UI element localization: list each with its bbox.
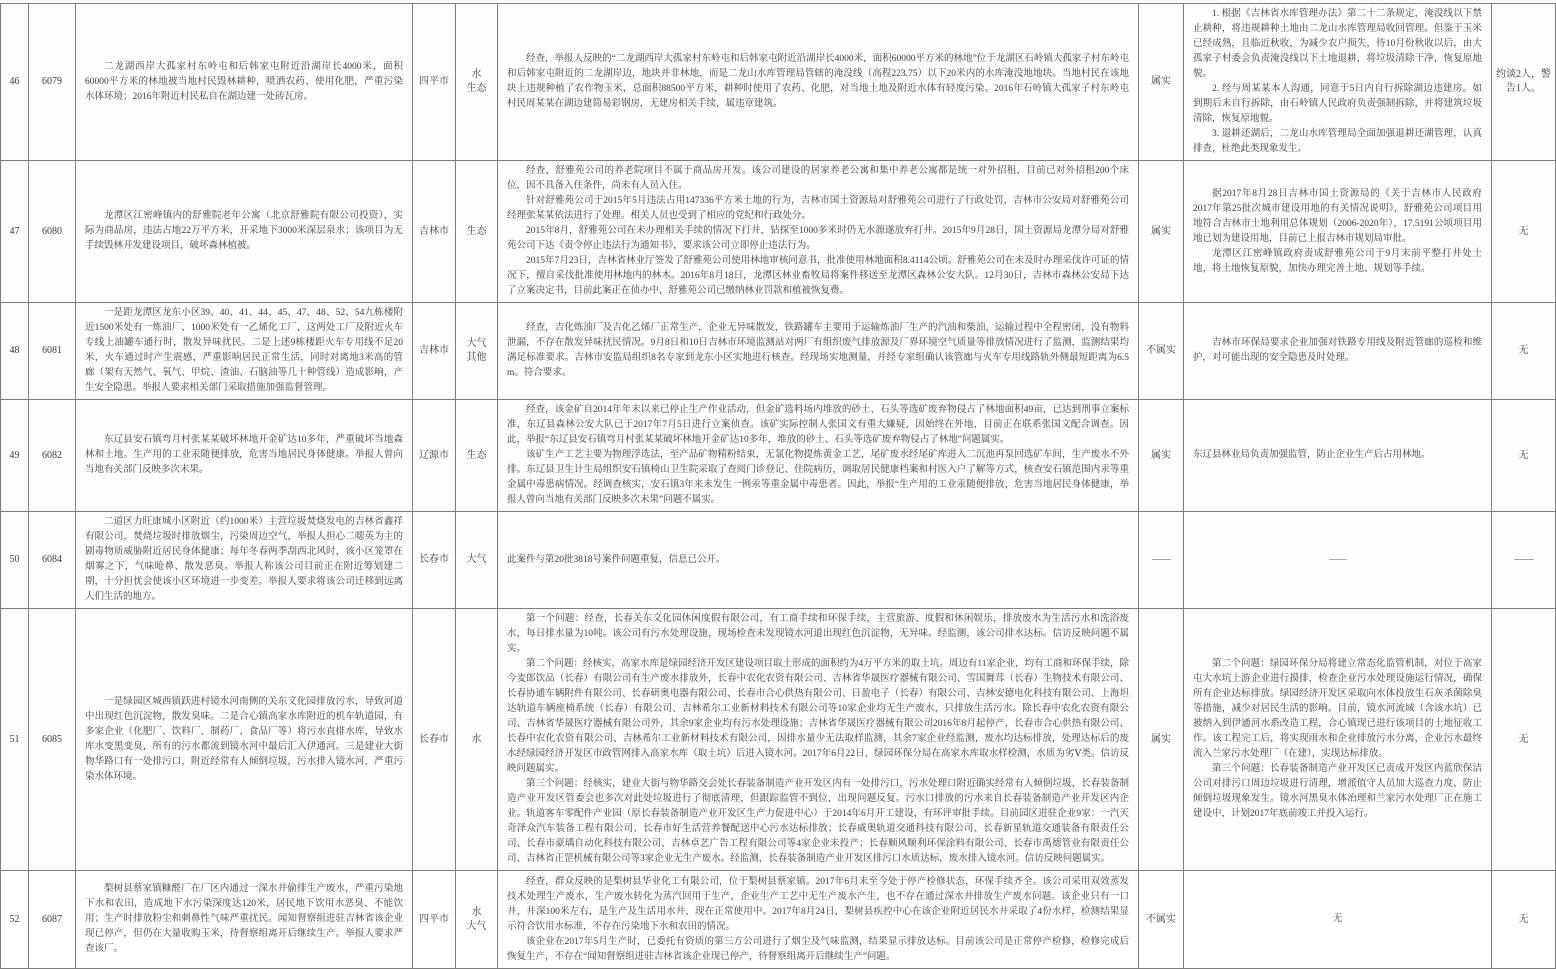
complaint-text: 二道区力旺康城小区附近（约1000米）主营垃圾焚烧发电的吉林省鑫祥有限公司，焚烧垃圾时排放烟尘，污染周边空气，举报人担心二噁英为主的剧毒物质威胁附近居民身体健康；每年冬春两季刮西北风时，该小区笼罩在烟雾之下，气味呛鼻、散发恶臭。举报人称该公司目前正在附近筹划建二期，十分担忧会使该小区环境进一步变差。举报人要求将该公司迁移到远离人们生活的地方。 xyxy=(85,517,403,602)
case-number-cell: 6087 xyxy=(29,871,76,969)
pollution-type-cell xyxy=(456,609,498,871)
pollution-type-cell xyxy=(456,512,498,609)
handling-text: 东辽县林业局负责加强监管，防止企业生产后占用林地。 xyxy=(1193,450,1431,460)
table-row xyxy=(1,4,1556,161)
complaint-text: 梨树县蔡家镇糠醛厂在厂区内通过一深水井偷排生产废水，严重污染地下水和农田，造成地下水污染深度达120米，居民地下饮用水恶臭、不能饮用；生产时排放粉尘和刺鼻性气味严重扰民。闻知督察组进驻吉林省该企业现已停产，但仍在大量收购玉米，待督察组离开后继续生产。举报人要求严查该厂。 xyxy=(85,884,403,954)
accountability-cell: 无 xyxy=(1492,609,1556,871)
type-line: 大气 xyxy=(466,338,487,349)
complaint-text: 龙潭区江密峰镇内的舒雅院老年公寓（北京舒雅院有限公司投资），实际为商品房，违法占地22万平方米，开采地下3000米深层泉水；该项目为无手续毁林开发建设项目，破坏森林植被。 xyxy=(85,211,403,251)
table-row xyxy=(1,512,1556,609)
type-line: 大气 xyxy=(466,554,487,565)
pollution-type-cell xyxy=(456,161,498,303)
city-cell: 长春市 xyxy=(413,512,456,609)
type-line: 生态 xyxy=(466,449,487,461)
handling-text: 2. 经与周某某本人沟通，同意于5日内自行拆除湖边违建房。如到期后未自行拆除，由石岭镇人民政府负责强制拆除，并将建筑垃圾清除，恢复原地貌。 xyxy=(1193,84,1482,124)
seq-cell: 49 xyxy=(1,400,29,512)
verified-cell: 属实 xyxy=(1139,400,1184,512)
seq-cell: 50 xyxy=(1,512,29,609)
pollution-type-cell xyxy=(456,4,498,161)
case-number-cell: 6081 xyxy=(29,303,76,400)
pollution-type-cell xyxy=(456,871,498,969)
type-line: 水 xyxy=(471,69,482,80)
handling-cell xyxy=(1184,871,1492,969)
accountability-cell: —— xyxy=(1492,512,1556,609)
seq-cell: 48 xyxy=(1,303,29,400)
complaint-cell xyxy=(76,4,413,161)
table-row xyxy=(1,303,1556,400)
investigation-text: 2015年8月，舒雅苑公司在未办理相关手续的情况下打井，钻探至1000多米时仍无水源遂放弃打井。2015年9月28日，国土资源局龙潭分局对舒雅苑公司下达《责令停止违法行为通知书》，要求该公司立即停止违法行为。 xyxy=(507,226,1129,251)
city-cell: 吉林市 xyxy=(413,303,456,400)
investigation-cell xyxy=(498,303,1139,400)
complaint-text: 一是距龙潭区龙东小区39、40、41、44、45、47、48、52、54九栋楼附近1500米处有一炼油厂、1000米处有一乙烯化工厂，这两处工厂及附近火车专线上油罐车通行时，散发异味扰民。二是上述9栋楼距火车专用线不足20米，火车通过时产生震感，严重影响居民正常生活，同时对离地3米高的管廊（架有天然气、氧气、甲烷、渣油、石脑油等几十种管线）造成影响，产生安全隐患。举报人要求相关部门采取措施加强监督管理。 xyxy=(85,308,403,393)
investigation-text: 经查，该金矿自2014年年末以来已停止生产作业活动，但金矿选料场内堆放的砂土、石头等选矿废弃物侵占了林地面积49亩，已达到刑事立案标准，东辽县森林公安大队已于2017年7月5日进行立案侦查。该矿实际控制人张国文有重大嫌疑，因始终在外地，目前正在联系张国文配合调查。因此，举报“东辽县安石镇弯月村张某某破坏林地开金矿达10多年，堆放的砂土、石头等选矿废弃物侵占了林地”问题属实。 xyxy=(507,405,1129,445)
city-cell: 吉林市 xyxy=(413,161,456,303)
handling-text: 第二个问题：绿园环保分局将建立常态化监管机制，对位于高家屯大水坑上游企业进行摸排，检查企业污水处理设施运行情况，确保所有企业达标排放。绿园经济开发区采取向水体投放生石灰杀菌除臭等措施，减少对居民生活的影响。目前，镜水河流域（含该水坑）已被纳入到伊通河水系改造工程，合心镇现已进行该项目的土地征收工作。该工程完工后，将实现雨水和企业排放污水分离，企业污水最终流入兰家污水处理厂（在建），实现达标排放。 xyxy=(1193,659,1482,759)
seq-cell: 51 xyxy=(1,609,29,871)
seq-cell: 47 xyxy=(1,161,29,303)
city-cell: 辽源市 xyxy=(413,400,456,512)
complaint-cell xyxy=(76,871,413,969)
investigation-text: 此案件与第20批3818号案件问题重复，信息已公开。 xyxy=(507,554,726,565)
case-number-cell: 6084 xyxy=(29,512,76,609)
pollution-type-cell xyxy=(456,400,498,512)
table-row xyxy=(1,609,1556,871)
type-line: 水 xyxy=(471,733,482,745)
complaint-cell xyxy=(76,303,413,400)
handling-text: 无 xyxy=(1332,914,1343,924)
type-line: 生态 xyxy=(466,83,487,94)
city-cell: 长春市 xyxy=(413,609,456,871)
handling-cell xyxy=(1184,512,1492,609)
verified-cell: 属实 xyxy=(1139,609,1184,871)
handling-cell xyxy=(1184,400,1492,512)
investigation-cell xyxy=(498,609,1139,871)
accountability-cell: 无 xyxy=(1492,303,1556,400)
seq-cell: 52 xyxy=(1,871,29,969)
investigation-cell xyxy=(498,4,1139,161)
handling-text: 据2017年8月28日吉林市国土资源局的《关于吉林市人民政府2017年第25批次城市建设用地的有关情况说明》，舒雅苑公司项目用地符合吉林市土地利用总体规划（2006-2020年），17.5191公顷项目用地已划为建设用地，目前已上报吉林市规划局审批。 xyxy=(1193,188,1482,244)
investigation-text: 经查，吉化炼油厂及吉化乙烯厂正常生产，企业无异味散发，铁路罐车主要用于运输炼油厂生产的汽油和柴油，运输过程中全程密闭，没有物料泄漏，不存在散发异味扰民情况。9月8日和10日吉林市环境监测站对两厂有组织废气排放源及厂界环境空气质量等排放情况进行了监测，监测结果均满足标准要求。吉林市安监局组织8名专家到龙东小区实地进行核查。经现场实地测量，并经专家组确认该管廊与火车专用线路轨外侧最短距离为6.5 m。符合要求。 xyxy=(507,323,1129,378)
investigation-text: 第二个问题：经核实，高家水库是绿园经济开发区建设项目取土形成的面积约为4万平方米的取土坑。周边有11家企业，均有工商和环保手续，除今麦郎饮品（长春）有限公司有生产废水排放外，长春中农化农资有限公司、吉林省华晟医疗器械有限公司、雪国舞茸（长春）生物技术有限公司、长春协通车辆附件有限公司、长春研奥电器有限公司、长春市合心供热有限公司、日盈电子（长春）有限公司、吉林安德电化科技有限公司、上海坦达轨道车辆座椅系统（长春）有限公司、吉林希尔工业新材料技术有限公司等10家企业均无生产废水，只排放生活污水。除长春中农化农资有限公司、吉林省华晟医疗器械有限公司外，其余9家企业均有污水处理设施；吉林省华晟医疗器械有限公司2016年8月起停产，长春市合心供热有限公司、长春中农化农资有限公司、吉林希尔工业新材料技术有限公司，因排水量少无法取样监测，其余7家企业经监测，废水均达标排放，处理达标后的废水经绿园经济开发区市政管网排入高家水库（取土坑）后进入镜水河。2017年6月22日，绿园环保分局在高家水库取水样检测，水质为劣Ⅴ类。信访反映问题属实。 xyxy=(507,659,1129,774)
investigation-text: 该企业在2017年5月生产时，已委托有资质的第三方公司进行了烟尘及气味监测，结果显示排放达标。目前该公司是正常停产检修，检修完成后恢复生产，不存在“闻知督察组进驻吉林省该企业现已停产，待督察组离开后继续生产”问题。 xyxy=(507,936,1129,962)
investigation-text: 第三个问题：经核实，建业大街与物华路交会处长春装备制造产业开发区内有一处排污口，污水处理口附近确实经常有人倾倒垃圾，长春装备制造产业开发区管委会也多次对此处垃圾进行了彻底清理，但跟踪监管不到位，出现问题反复。污水口排放的污水来自长春装备制造产业开发区内企业。轨道客车零配件产业园（原长春装备制造产业开发区生产力促进中心）于2014年6月开工建设，有环评审批手续。目前园区进驻企业9家：一汽天奇泽众汽车装备工程有限公司、长春市好生活营养餐配送中心污水达标排放；长春威奥轨道交通科技有限公司、长春新星轨道交通装备有限责任公司、长春市豪瑀自动化科技有限公司、吉林卓艺广告工程有限公司等4家企业未投产；长春顺风顺利环保涂料有限公司、长春市禹德管业有限责任公司、吉林省正罡机械有限公司等3家企业无生产废水。经监测，长春装备制造产业开发区排污口水质达标，废水排入镜水河。信访反映问题属实。 xyxy=(507,779,1129,864)
city-cell: 四平市 xyxy=(413,871,456,969)
type-line: 生态 xyxy=(466,225,487,237)
seq-cell: 46 xyxy=(1,4,29,161)
investigation-text: 2015年7月23日，吉林省林业厅签发了舒雅苑公司使用林地审核同意书，批准使用林地面积8.4114公顷。舒雅苑公司在未及时办理采伐许可证的情况下，擅自采伐批准使用林地内的林木。2016年8月18日，龙潭区林业畜牧局将案件移送至龙潭区森林公安大队。12月30日，吉林市森林公安局下达了立案决定书，目前此案正在侦办中，舒雅苑公司已缴纳林业罚款和植被恢复费。 xyxy=(507,256,1129,296)
case-number-cell: 6082 xyxy=(29,400,76,512)
type-line: 大气 xyxy=(466,920,487,932)
handling-text: 龙潭区江密峰镇政府责成舒雅苑公司于9月末前平整打井处土地，将土地恢复原貌，加快办理完善土地、规划等手续。 xyxy=(1193,248,1482,274)
case-number-cell: 6080 xyxy=(29,161,76,303)
complaint-cell xyxy=(76,609,413,871)
inspection-cases-table xyxy=(0,3,1556,969)
investigation-cell xyxy=(498,871,1139,969)
accountability-cell: 无 xyxy=(1492,161,1556,303)
verified-cell: 不属实 xyxy=(1139,303,1184,400)
type-line: 水 xyxy=(471,906,482,918)
verified-cell: 不属实 xyxy=(1139,871,1184,969)
handling-cell xyxy=(1184,161,1492,303)
investigation-text: 经查，举报人反映的“二龙湖西岸大孤家村东岭屯和后韩家屯附近沿湖岸长4000米，面积60000平方米的林地”位于龙湖区石岭镇大孤家子村东岭屯和后韩家屯附近的二龙湖岸边，地块并非林地，而是二龙山水库管理局管辖的淹没线（高程223.75）以下20米内的水库淹没地地块。当地村民在该地块上违规种植了农作物玉米，总面积88500平方米，耕种时使用了农药、化肥，对当地土地及附近水体有轻度污染。2016年石岭镇大孤家子村东岭屯村民周某某在湖边建简易彩钢房，无建房相关手续，属违章建筑。 xyxy=(507,54,1129,109)
verified-cell: 属实 xyxy=(1139,4,1184,161)
type-line: 其他 xyxy=(466,352,487,363)
complaint-cell xyxy=(76,512,413,609)
complaint-cell xyxy=(76,161,413,303)
verified-cell: 属实 xyxy=(1139,161,1184,303)
complaint-cell xyxy=(76,400,413,512)
pollution-type-cell xyxy=(456,303,498,400)
handling-cell xyxy=(1184,609,1492,871)
city-cell: 四平市 xyxy=(413,4,456,161)
handling-text: —— xyxy=(1329,554,1346,565)
case-number-cell: 6079 xyxy=(29,4,76,161)
complaint-text: 东辽县安石镇弯月村张某某破坏林地开金矿达10多年，严重破坏当地森林和土地。生产用的工业汞随便排放，危害当地居民身体健康。举报人曾向当地有关部门反映多次未果。 xyxy=(85,435,403,475)
investigation-text: 经查，群众反映的是梨树县华业化工有限公司，位于梨树县蔡家镇。2017年6月末至今处于停产检修状态，环保手续齐全。该公司采用双效蒸发技术处理生产废水，生产废水转化为蒸汽回用于生产，企业生产工艺中无生产废水产生，也不存在通过深水井排放生产废水问题。该企业只有一口井，井深100米左右，是生产及生活用水井，现在正常使用中。2017年8月24日，梨树县疾控中心在该企业附近居民水井采取了4份水样，检测结果显示符合饮用水标准，不存在污染地下水和农田的情况。 xyxy=(507,876,1129,932)
handling-text: 1. 根据《吉林省水库管理办法》第二十二条规定，淹没线以下禁止耕种，将违规耕种土地由二龙山水库管理局收回管理。但鉴于玉米已经成熟，且临近秋收，为减少农户损失，待10月份秋收以后，由大孤家子村委会负责淹没线以下土地退耕，将垃圾清除干净，恢复原地貌。 xyxy=(1193,9,1482,79)
investigation-text: 针对舒雅苑公司于2015年5月违法占用147336平方米土地的行为，吉林市国土资源局对舒雅苑公司进行了行政处罚，吉林市公安局对舒雅苑公司经理张某某依法进行了处理。相关人员也受到了相应的党纪和行政处分。 xyxy=(507,196,1129,221)
handling-text: 吉林市环保局要求企业加强对铁路专用线及附近管廊的巡检和维护，对可能出现的安全隐患及时处理。 xyxy=(1193,338,1482,363)
investigation-cell xyxy=(498,512,1139,609)
handling-cell xyxy=(1184,4,1492,161)
handling-text: 3. 退耕还湖后，二龙山水库管理局全面加强退耕还湖管理，认真排查，杜绝此类现象发生。 xyxy=(1193,129,1482,154)
complaint-text: 二龙湖西岸大孤家村东岭屯和后韩家屯附近沿湖岸长4000米，面积60000平方米的林地被当地村民毁林耕种，喷洒农药、使用化肥，严重污染水体环境；2016年附近村民私自在湖边建一处砖瓦房。 xyxy=(85,61,403,102)
table-row xyxy=(1,871,1556,969)
investigation-text: 该矿生产工艺主要为物理浮选法，至产品矿物精粉结束，无氯化物提炼黄金工艺，尾矿废水经尾矿库进入二沉池再泵回选矿车间，生产废水不外排。东辽县卫生计生局组织安石镇椅山卫生院采取了查阅门诊登记、住院病历，调取居民健康档案和村医入户了解等方式，核查安石镇范围内汞等重金属中毒患病情况。经调查核实，安石镇3年来未发生一例汞等重金属中毒患者。因此，举报“生产用的工业汞随便排放，危害当地居民身体健康，举报人曾向当地有关部门反映多次未果”问题不属实。 xyxy=(507,450,1129,505)
complaint-text: 一是绿园区城西镇跃进村镜水河南侧的关东文化园排放污水，导致河道中出现红色沉淀物，散发臭味。二是合心镇高家水库附近的机车轨道园，有多家企业（化肥厂、饮料厂、制药厂、食品厂等）将污水直排水库，导致水库水变黑变臭，所有的污水都流到镜水河中最后汇入伊通河。三是建业大街物华路口有一处排污口，附近经常有人倾倒垃圾，污水排入镜水河，严重污染水体环境。 xyxy=(85,696,403,782)
accountability-cell: 无 xyxy=(1492,871,1556,969)
investigation-cell xyxy=(498,161,1139,303)
verified-cell: —— xyxy=(1139,512,1184,609)
accountability-cell: 约谈2人，警告1人。 xyxy=(1492,4,1556,161)
investigation-text: 经查，舒雅苑公司的养老院项目不属于商品房开发。该公司建设的居家养老公寓和集中养老公寓都是统一对外招租，目前已对外招租200个床位，因不具备入住条件，尚未有人员入住。 xyxy=(507,166,1129,191)
investigation-cell xyxy=(498,400,1139,512)
table-row xyxy=(1,161,1556,303)
investigation-text: 第一个问题：经查，长春关东文化园休闲度假有限公司，有工商手续和环保手续，主营旅游、度假和休闲娱乐，排放废水为生活污水和洗浴废水，每日排水量为10吨。该公司有污水处理设施，现场检查未发现镜水河道出现红色沉淀物，无异味。经监测，该公司排水达标。信访反映问题不属实。 xyxy=(507,614,1129,654)
handling-text: 第三个问题：长春装备制造产业开发区已责成开发区内蓝欣保洁公司对排污口周边垃圾进行清理，增派值守人员加大巡查力度，防止倾倒垃圾现象发生。镜水河黑臭水体治理和兰家污水处理厂正在施工建设中，计划2017年底前竣工并投入运行。 xyxy=(1193,764,1482,819)
case-number-cell: 6085 xyxy=(29,609,76,871)
accountability-cell: 无 xyxy=(1492,400,1556,512)
handling-cell xyxy=(1184,303,1492,400)
table-row xyxy=(1,400,1556,512)
